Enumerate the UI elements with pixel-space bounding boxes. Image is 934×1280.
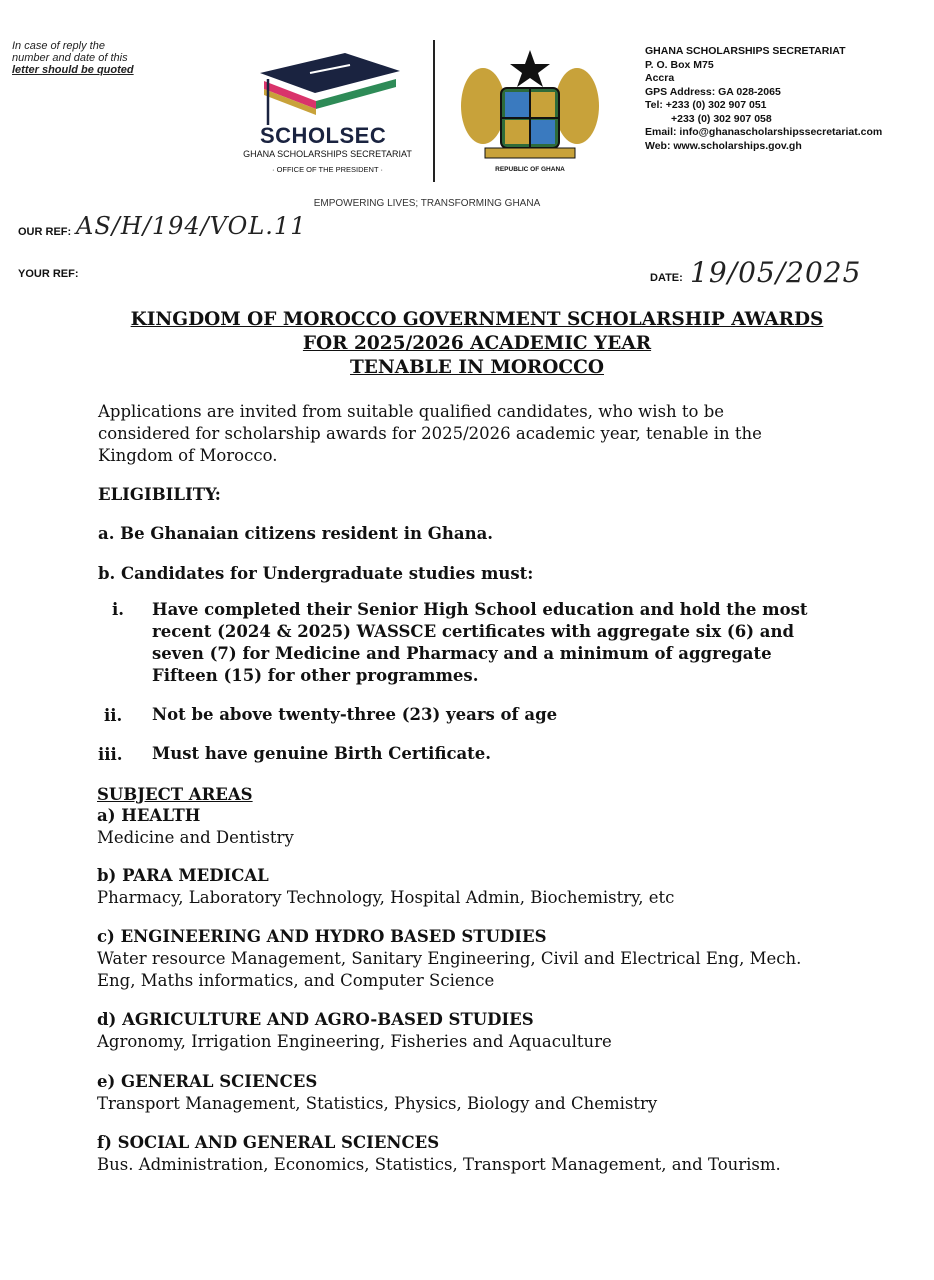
logo-subtitle: GHANA SCHOLARSHIPS SECRETARIAT — [243, 149, 412, 159]
subject-area-line: Eng, Maths informatics, and Computer Science — [97, 971, 495, 990]
item-number: iii. — [98, 745, 123, 764]
item-line: Must have genuine Birth Certificate. — [152, 744, 492, 763]
tagline: EMPOWERING LIVES; TRANSFORMING GHANA — [313, 198, 541, 209]
reply-note-line: In case of reply the — [12, 40, 105, 52]
your-ref-label: YOUR REF: — [18, 268, 79, 280]
eligibility-item — [152, 599, 852, 687]
item-line: Fifteen (15) for other programmes. — [152, 666, 479, 685]
subject-area — [97, 1132, 897, 1176]
subject-area-title: f) SOCIAL AND GENERAL SCIENCES — [97, 1133, 440, 1152]
date-label: DATE: — [650, 272, 683, 284]
eligibility-heading: ELIGIBILITY: — [98, 485, 221, 504]
contact-email: Email: info@ghanascholarshipssecretariat.com — [645, 126, 883, 138]
logo-office: · OFFICE OF THE PRESIDENT · — [272, 165, 383, 174]
item-line: recent (2024 & 2025) WASSCE certificates with aggregate six (6) and — [152, 622, 794, 641]
coat-of-arms — [455, 48, 605, 178]
subject-area — [97, 865, 877, 909]
subject-areas-heading: SUBJECT AREAS — [97, 785, 253, 804]
subject-area-title: a) HEALTH — [97, 806, 201, 825]
subject-area-title: d) AGRICULTURE AND AGRO-BASED STUDIES — [97, 1010, 534, 1029]
subject-area-line: Transport Management, Statistics, Physics, Biology and Chemistry — [97, 1094, 658, 1113]
contact-city: Accra — [645, 72, 675, 84]
intro-line: Kingdom of Morocco. — [98, 446, 278, 465]
item-number: i. — [112, 600, 125, 619]
header-divider — [433, 40, 435, 182]
subject-area-line: Bus. Administration, Economics, Statistics, Transport Management, and Tourism. — [97, 1155, 781, 1174]
eligibility-item — [152, 743, 852, 765]
subject-area-title: c) ENGINEERING AND HYDRO BASED STUDIES — [97, 927, 547, 946]
contact-web: Web: www.scholarships.gov.gh — [645, 139, 802, 152]
scholsec-logo — [230, 45, 425, 180]
contact-block — [645, 45, 930, 153]
reply-note-line: number and date of this — [12, 52, 128, 64]
our-ref-label: OUR REF: — [18, 226, 72, 238]
subject-area-line: Water resource Management, Sanitary Engineering, Civil and Electrical Eng, Mech. — [97, 949, 802, 968]
subject-area — [97, 805, 877, 849]
contact-gps: GPS Address: GA 028-2065 — [645, 85, 781, 98]
contact-box: P. O. Box M75 — [645, 58, 714, 71]
document-title — [60, 308, 894, 380]
title-line: FOR 2025/2026 ACADEMIC YEAR — [302, 333, 652, 354]
date-value: 19/05/2025 — [690, 256, 862, 289]
title-line: KINGDOM OF MOROCCO GOVERNMENT SCHOLARSHIP AWARDS — [130, 309, 824, 330]
our-ref-value: AS/H/194/VOL.11 — [76, 212, 307, 240]
contact-tel-2: +233 (0) 302 907 058 — [671, 112, 772, 125]
logo-name: SCHOLSEC — [260, 123, 387, 148]
subject-area — [97, 1009, 877, 1053]
contact-org: GHANA SCHOLARSHIPS SECRETARIAT — [645, 45, 846, 57]
contact-tel: Tel: +233 (0) 302 907 051 — [645, 99, 767, 111]
subject-area-line: Pharmacy, Laboratory Technology, Hospital Admin, Biochemistry, etc — [97, 888, 675, 907]
eligibility-a: a. Be Ghanaian citizens resident in Ghana. — [98, 524, 494, 543]
eligibility-item — [152, 704, 852, 726]
reply-note-line: letter should be quoted — [12, 64, 134, 76]
subject-area-line: Medicine and Dentistry — [97, 828, 294, 847]
item-line: seven (7) for Medicine and Pharmacy and a minimum of aggregate — [152, 644, 772, 663]
subject-area-title: b) PARA MEDICAL — [97, 866, 269, 885]
eligibility-b: b. Candidates for Undergraduate studies must: — [98, 564, 534, 583]
subject-area — [97, 926, 897, 992]
intro-line: Applications are invited from suitable qualified candidates, who wish to be — [98, 402, 725, 421]
item-number: ii. — [104, 706, 123, 725]
graduation-cap-icon — [250, 45, 410, 125]
title-line: TENABLE IN MOROCCO — [350, 357, 604, 378]
intro-line: considered for scholarship awards for 2025/2026 academic year, tenable in the — [98, 424, 762, 443]
reply-note — [12, 40, 182, 76]
subject-area-line: Agronomy, Irrigation Engineering, Fisheries and Aquaculture — [97, 1032, 612, 1051]
coat-of-arms-icon — [455, 48, 605, 166]
intro-paragraph — [98, 401, 878, 467]
subject-area-title: e) GENERAL SCIENCES — [97, 1072, 318, 1091]
coat-of-arms-label: REPUBLIC OF GHANA — [495, 166, 565, 173]
subject-area — [97, 1071, 877, 1115]
item-line: Not be above twenty-three (23) years of age — [152, 705, 558, 724]
item-line: Have completed their Senior High School education and hold the most — [152, 600, 808, 619]
